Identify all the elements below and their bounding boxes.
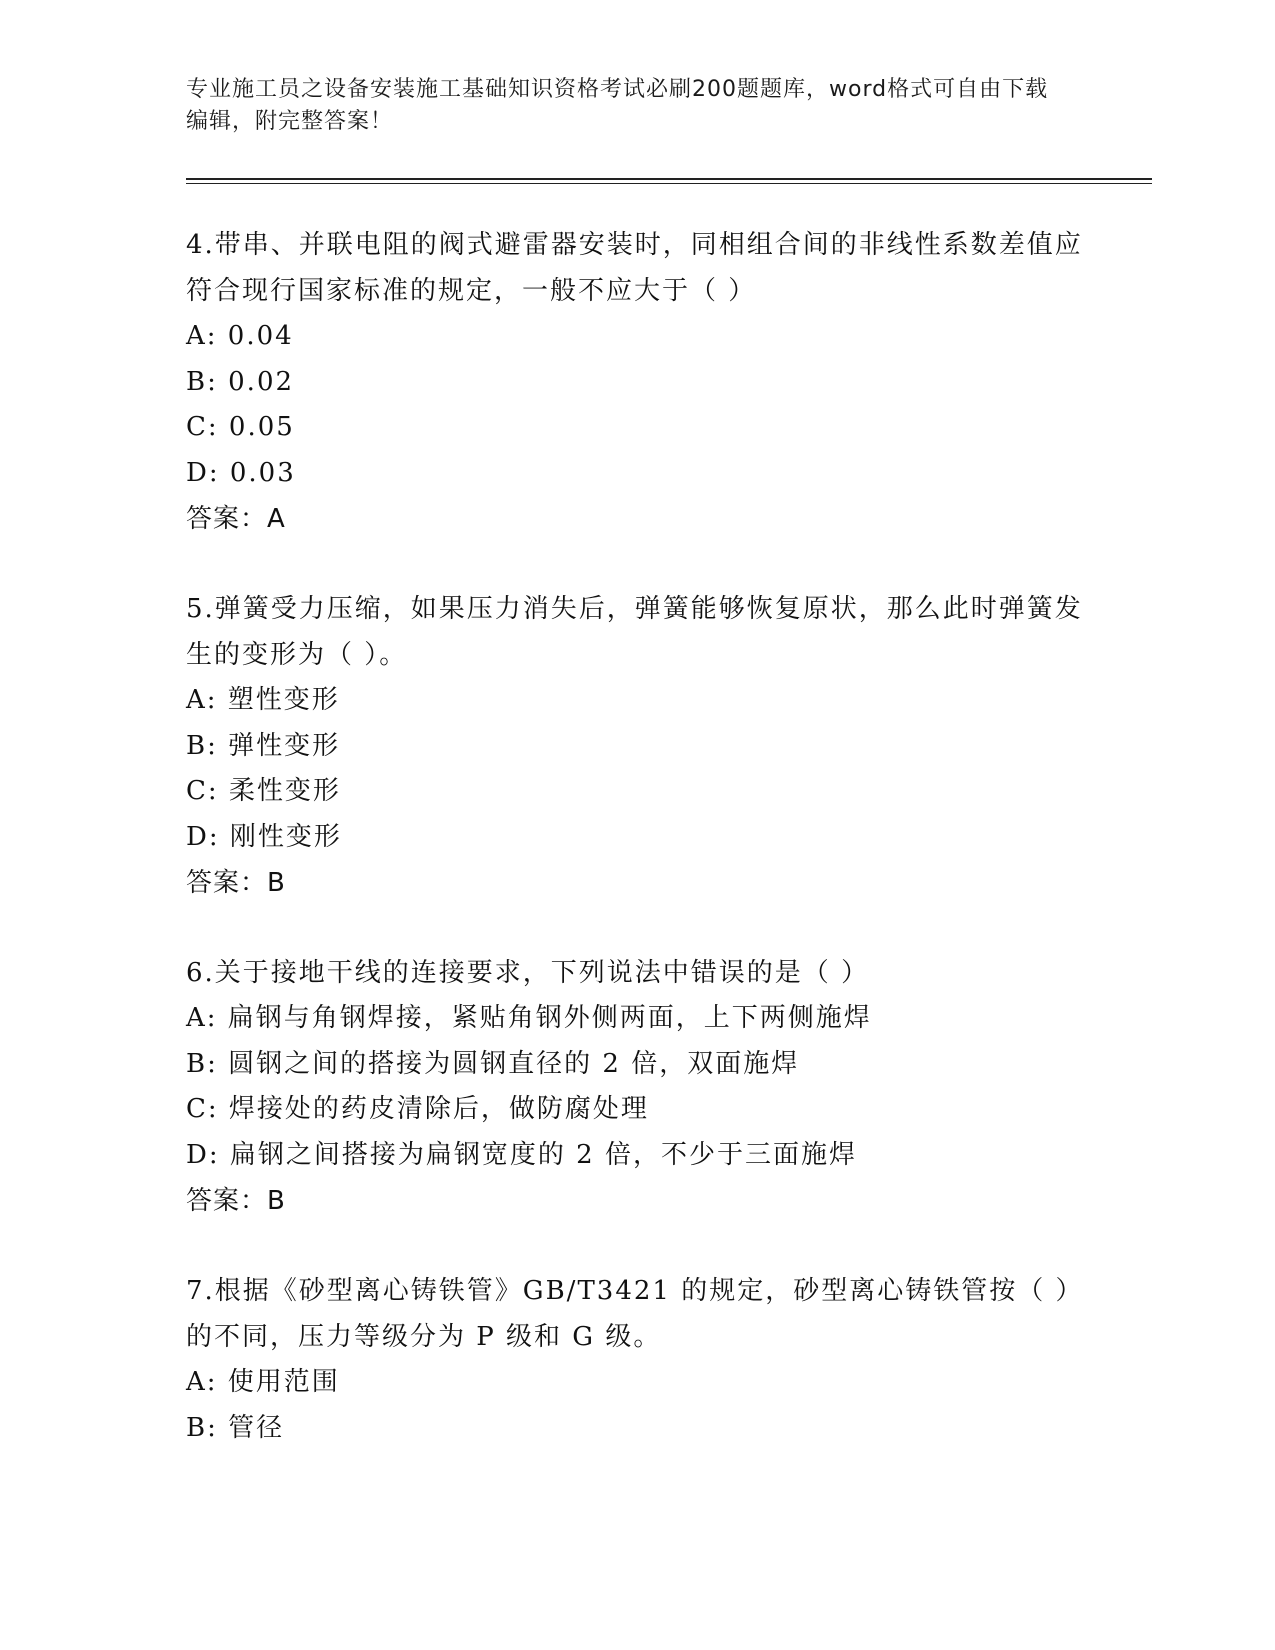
option-d: D: 扁钢之间搭接为扁钢宽度的 2 倍，不少于三面施焊: [186, 1139, 857, 1170]
option-a: A: 使用范围: [186, 1367, 340, 1397]
question-7: [186, 1268, 1086, 1451]
question-4: [186, 222, 1086, 542]
option-d: D: 刚性变形: [186, 821, 342, 852]
question-text: 4.带串、并联电阻的阀式避雷器安装时，同相组合间的非线性系数差值应符合现行国家标准的规定，一般不应大于（ ）: [186, 230, 1083, 306]
answer: 答案：B: [186, 1186, 286, 1216]
answer: 答案：A: [186, 504, 286, 534]
document-header: 专业施工员之设备安装施工基础知识资格考试必刷200题题库，word格式可自由下载编辑，附完整答案！: [186, 77, 1049, 134]
question-5: [186, 586, 1086, 906]
option-b: B: 管径: [186, 1412, 285, 1443]
question-text: 6.关于接地干线的连接要求，下列说法中错误的是（ ）: [186, 958, 870, 988]
answer: 答案：B: [186, 868, 286, 898]
option-b: B: 0.02: [186, 366, 295, 397]
question-6: [186, 950, 1086, 1224]
option-a: A: 扁钢与角钢焊接，紧贴角钢外侧两面，上下两侧施焊: [186, 1003, 872, 1033]
option-c: C: 柔性变形: [186, 776, 341, 806]
option-a: A: 塑性变形: [186, 685, 340, 715]
option-b: B: 圆钢之间的搭接为圆钢直径的 2 倍，双面施焊: [186, 1048, 800, 1079]
question-text: 5.弹簧受力压缩，如果压力消失后，弹簧能够恢复原状，那么此时弹簧发生的变形为（ ）。: [186, 594, 1083, 670]
option-b: B: 弹性变形: [186, 730, 341, 761]
question-text: 7.根据《砂型离心铸铁管》GB/T3421 的规定，砂型离心铸铁管按（ ）的不同，压力等级分为 P 级和 G 级。: [186, 1276, 1084, 1352]
option-a: A: 0.04: [186, 321, 294, 351]
header-divider: [186, 178, 1152, 180]
header-divider-thin: [186, 183, 1152, 184]
option-c: C: 0.05: [186, 412, 295, 442]
option-c: C: 焊接处的药皮清除后，做防腐处理: [186, 1094, 649, 1124]
option-d: D: 0.03: [186, 457, 296, 488]
